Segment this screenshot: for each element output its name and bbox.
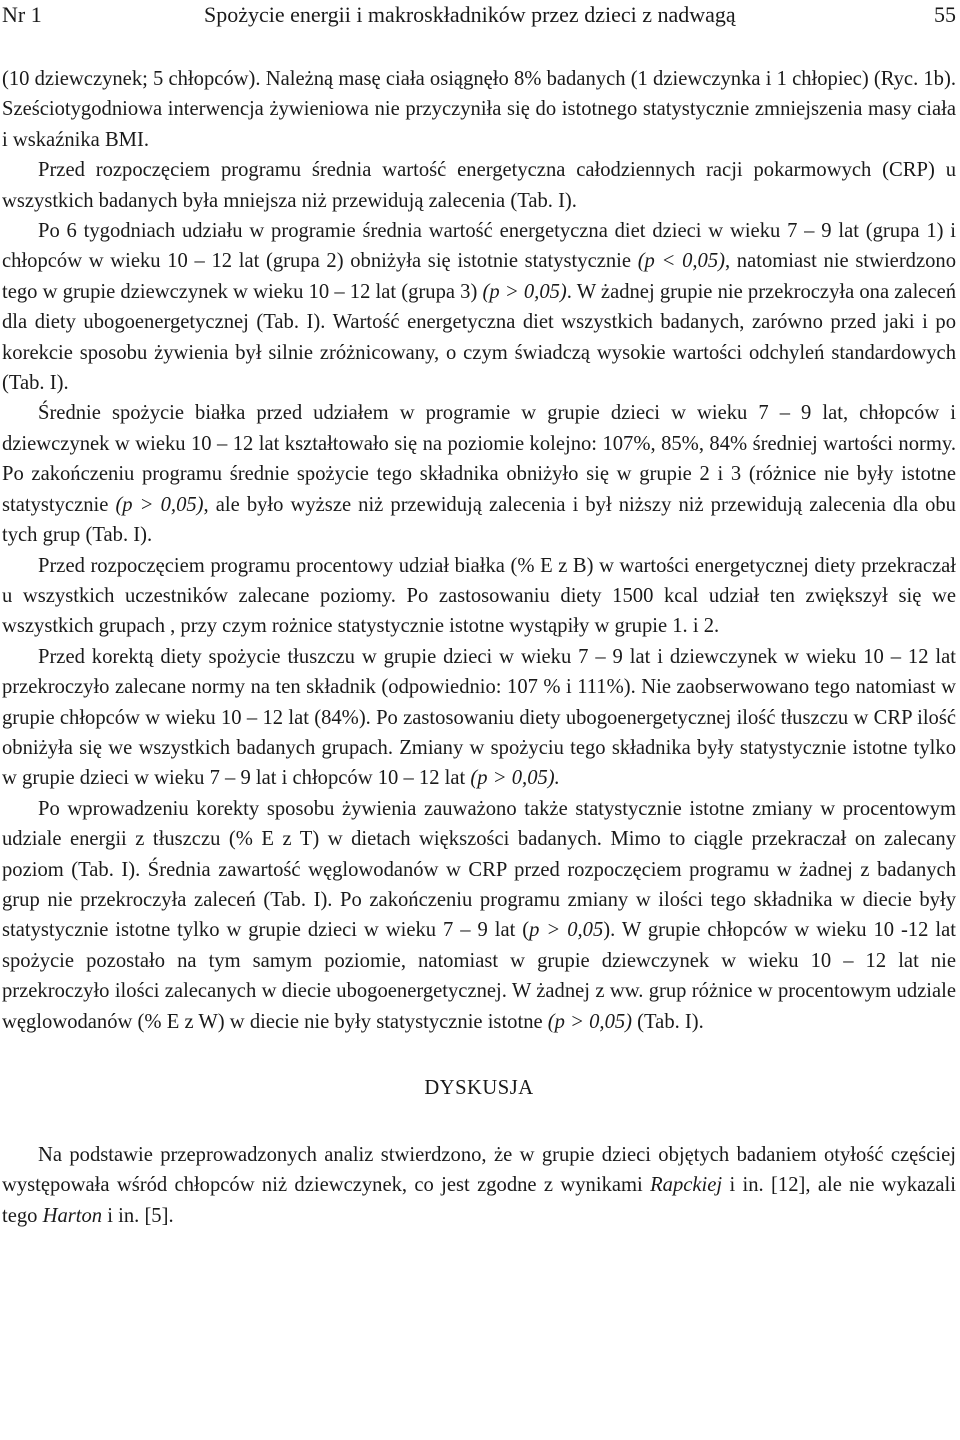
page-number: 55 bbox=[934, 2, 956, 27]
paragraph: Przed korektą diety spożycie tłuszczu w grupie dzieci w wieku 7 – 9 lat i dziewczynek w wieku 10 – 12 lat przekroczyło zalecane normy na ten składnik (odpowiednio: 107 % i 111%). Nie zaobserwowano tego natomiast w grupie chłopców w wieku 10 – 12 lat (84%). Po zastosowaniu diety ubogoenergetycznej ilość tłuszczu w CRP ilość obniżyła się we wszystkich badanych grupach. Zmiany w spożyciu tego składnika były statystycznie istotne tylko w grupie dzieci w wieku 7 – 9 lat i chłopców 10 – 12 lat (p > 0,05). bbox=[2, 645, 956, 790]
paragraph: Średnie spożycie białka przed udziałem w programie w grupie dzieci w wieku 7 – 9 lat, chłopców i dziewczynek w wieku 10 – 12 lat kształtowało się na poziomie kolejno: 107%, 85%, 84% średniej wartości normy. Po zakończeniu programu średnie spożycie tego składnika obniżyło się w grupie 2 i 3 (różnice nie były istotne statystycznie (p > 0,05), ale było wyższe niż przewidują zalecenia i był niższy niż przewidują zalecenia dla obu tych grup (Tab. I). bbox=[2, 402, 956, 547]
discussion-section bbox=[2, 1140, 956, 1231]
paragraph: Przed rozpoczęciem programu średnia wartość energetyczna całodziennych racji pokarmowych (CRP) u wszystkich badanych była mniejsza niż przewidują zalecenia (Tab. I). bbox=[2, 159, 956, 212]
paragraph: Na podstawie przeprowadzonych analiz stwierdzono, że w grupie dzieci objętych badaniem otyłość częściej występowała wśród chłopców niż dziewczynek, co jest zgodne z wynikami Rapckiej i in. [12], ale nie wykazali tego Harton i in. [5]. bbox=[2, 1144, 957, 1227]
paragraph: Przed rozpoczęciem programu procentowy udział białka (% E z B) w wartości energetycznej diety przekraczał u wszystkich uczestników zalecane poziomy. Po zastosowaniu diety 1500 kcal udział ten zwiększył się we wszystkich grupach , przy czym rożnice statystycznie istotne wystąpiły w grupie 1. i 2. bbox=[2, 554, 956, 638]
p-value: (p > 0,05). bbox=[470, 767, 560, 790]
paragraph: (10 dziewczynek; 5 chłopców). Należną masę ciała osiągnęło 8% badanych (1 dziewczynka i 1 chłopiec) (Ryc. 1b). Sześciotygodniowa interwencja żywieniowa nie przyczyniła się do istotnego statystycznie zmniejszenia masy ciała i wskaźnika BMI. bbox=[2, 68, 956, 151]
section-heading: DYSKUSJA bbox=[424, 1077, 534, 1099]
paragraph: Po wprowadzeniu korekty sposobu żywienia zauważono także statystycznie istotne zmiany w procentowym udziale energii z tłuszczu (% E z T) w dietach większości badanych. Mimo to ciągle przekraczał on zalecany poziom (Tab. I). Średnia zawartość węglowodanów w CRP przed rozpoczęciem programu w żadnej z badanych grup nie przekroczyła zaleceń (Tab. I). Po zakończeniu programu zmiany w ilości tego składnika w diecie były statystycznie istotne tylko w grupie dzieci w wieku 7 – 9 lat (p > 0,05). W grupie chłopców w wieku 10 -12 lat spożycie pozostało na tym samym poziomie, natomiast w grupie dziewczynek w wieku 10 – 12 lat nie przekroczyło ilości zalecanych w diecie ubogoenergetycznej. W żadnej z ww. grup różnice w procentowym udziale węglowodanów (% E z W) w diecie nie były statystycznie istotne (p > 0,05) (Tab. I). bbox=[2, 797, 957, 1033]
issue-number: Nr 1 bbox=[2, 2, 42, 27]
p-value: (p < 0,05) bbox=[637, 250, 725, 273]
running-title: Spożycie energii i makroskładników przez dzieci z nadwagą bbox=[204, 2, 736, 27]
p-value: (p > 0,05) bbox=[482, 280, 567, 303]
author-name: Rapckiej bbox=[650, 1174, 723, 1197]
p-value: p > 0,05 bbox=[529, 919, 604, 942]
p-value: (p > 0,05) bbox=[547, 1010, 633, 1033]
author-name: Harton bbox=[42, 1204, 103, 1227]
paragraph: Po 6 tygodniach udziału w programie średnia wartość energetyczna diet dzieci w wieku 7 – 9 lat (grupa 1) i chłopców w wieku 10 – 12 lat (grupa 2) obniżyła się istotnie statystycznie (p < 0,05), natomiast nie stwierdzono tego w grupie dziewczynek w wieku 10 – 12 lat (grupa 3) (p > 0,05). W żadnej grupie nie przekroczyła ona zaleceń dla diety ubogoenergetycznej (Tab. I). Wartość energetyczna diet wszystkich badanych, zarówno przed jaki i po korekcie sposobu żywienia był silnie zróżnicowany, o czym świadczą wysokie wartości odchyleń standardowych (Tab. I). bbox=[2, 220, 957, 395]
running-header bbox=[2, 0, 956, 36]
p-value: (p > 0,05) bbox=[115, 493, 204, 516]
document-page bbox=[2, 0, 956, 1231]
results-section bbox=[2, 64, 956, 1037]
